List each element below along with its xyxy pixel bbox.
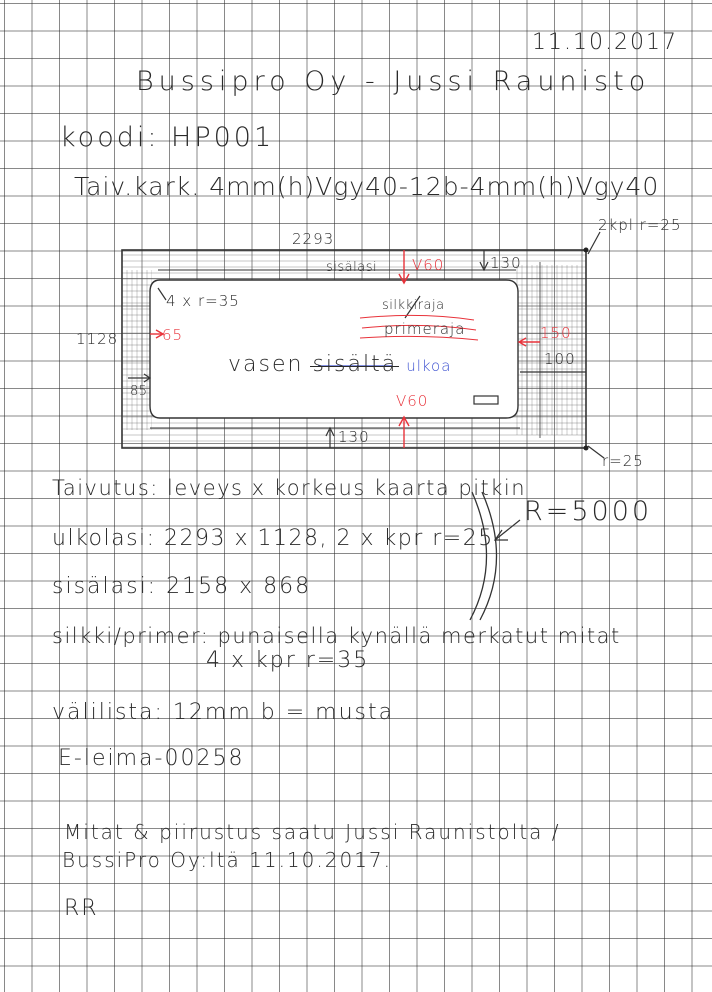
side-ulkoa: ulkoa bbox=[406, 357, 452, 375]
credit-line2: BussiPro Oy:ltä 11.10.2017. bbox=[62, 848, 392, 872]
document-date: 11.10.2017 bbox=[532, 30, 678, 55]
inner-radius-label: 4 x r=35 bbox=[166, 292, 240, 310]
corner-dot-bottom bbox=[584, 446, 589, 451]
primer-label: primeraja bbox=[384, 320, 466, 338]
width-label: 2293 bbox=[292, 230, 335, 248]
note-silkki-line2: 4 x kpr r=35 bbox=[206, 648, 370, 673]
corner-dot-top bbox=[584, 248, 589, 253]
dim-100: 100 bbox=[544, 350, 576, 368]
glass-spec: Taiv.kark. 4mm(h)Vgy40-12b-4mm(h)Vgy40 bbox=[74, 172, 660, 201]
dim-130-top: 130 bbox=[490, 254, 522, 272]
note-radius: R=5000 bbox=[524, 496, 653, 527]
height-label: 1128 bbox=[76, 330, 119, 348]
product-code: koodi: HP001 bbox=[60, 122, 275, 153]
note-eleima: E-leima-00258 bbox=[58, 746, 245, 771]
initials-signature: RR bbox=[64, 896, 99, 921]
note-ulkolasi: ulkolasi: 2293 x 1128, 2 x kpr r=25 bbox=[52, 526, 494, 551]
header-title: Bussipro Oy - Jussi Raunisto bbox=[136, 66, 651, 97]
dim-150: 150 bbox=[540, 324, 572, 342]
outer-glass bbox=[122, 250, 586, 448]
note-taivutus: Taivutus: leveys x korkeus kaarta pitkin bbox=[52, 476, 527, 500]
side-vasen: vasen bbox=[228, 352, 304, 377]
dim-130-bottom: 130 bbox=[338, 428, 370, 446]
credit-line1: Mitat & piirustus saatu Jussi Raunistolta / bbox=[64, 820, 561, 844]
note-sisalasi: sisälasi: 2158 x 868 bbox=[52, 574, 312, 599]
dim-85: 85 bbox=[130, 384, 148, 399]
dim-v60-top: V60 bbox=[412, 256, 445, 274]
sisalasi-label: sisälasi bbox=[326, 260, 378, 275]
silkki-label: silkkiraja bbox=[382, 298, 445, 313]
side-sisalta: sisältä bbox=[312, 352, 398, 377]
corner-radius-bottom-label: r=25 bbox=[602, 452, 644, 470]
note-valilista: välilista: 12mm b = musta bbox=[52, 700, 395, 725]
dim-65: 65 bbox=[162, 326, 184, 344]
dim-v60-bottom: V60 bbox=[396, 392, 429, 410]
corner-count-label: 2kpl r=25 bbox=[598, 216, 682, 234]
note-silkki-line1: silkki/primer: punaisella kynällä merkatut mitat bbox=[52, 624, 621, 648]
side-label bbox=[228, 352, 451, 377]
